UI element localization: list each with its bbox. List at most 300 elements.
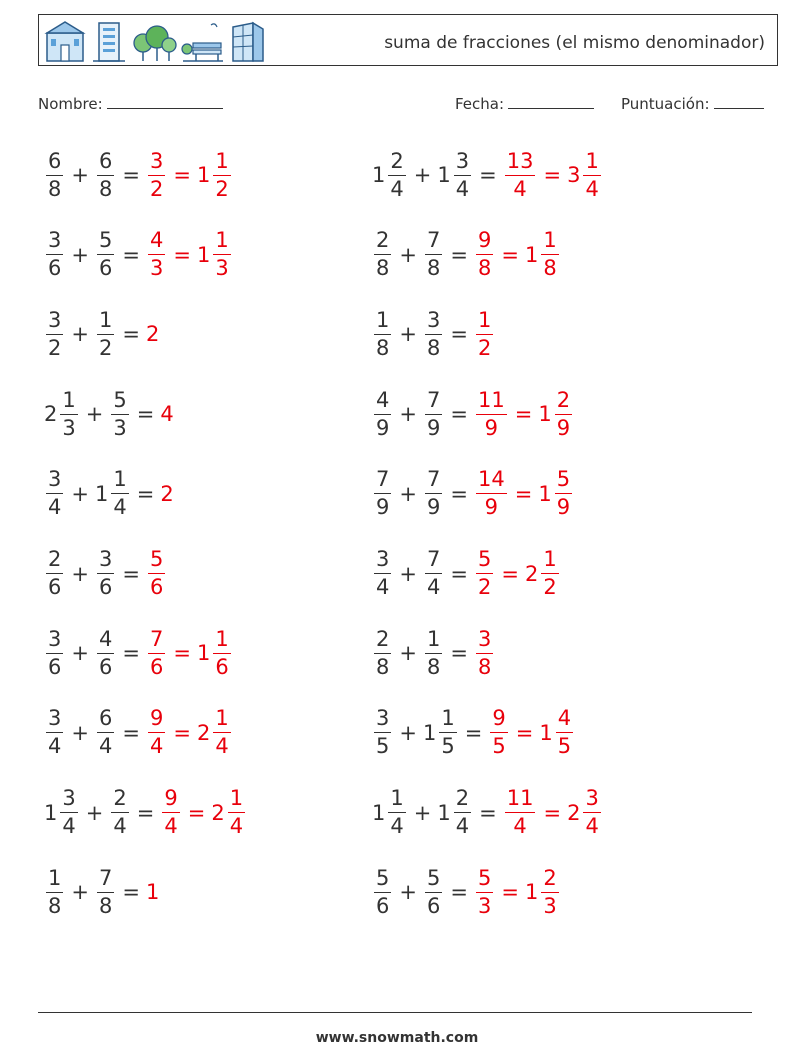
denominator: 6 (98, 575, 113, 599)
fraction-stack (425, 307, 442, 360)
fraction (372, 708, 393, 757)
whole-number: 2 (196, 720, 211, 745)
numerator: 2 (390, 148, 404, 173)
denominator: 2 (477, 335, 492, 360)
fraction-stack (228, 788, 245, 837)
fraction-stack (425, 626, 442, 679)
fraction-stack (97, 230, 114, 279)
fraction-stack (374, 230, 391, 279)
denominator: 2 (477, 575, 492, 599)
plus-sign: + (71, 322, 89, 347)
whole-number: 1 (437, 800, 451, 825)
fraction (423, 549, 444, 598)
numerator: 4 (149, 228, 164, 253)
denominator: 3 (149, 256, 164, 281)
fraction (437, 148, 473, 201)
fraction-stack (388, 148, 405, 201)
denominator: 4 (390, 814, 404, 839)
fraction-stack (454, 148, 471, 201)
equals-sign: = (450, 561, 468, 586)
fraction (44, 708, 65, 757)
denominator: 9 (484, 415, 499, 440)
denominator: 8 (376, 335, 390, 360)
numerator: 1 (390, 786, 404, 811)
denominator: 8 (98, 176, 113, 201)
numerator: 2 (376, 626, 390, 651)
problem-item (44, 618, 233, 688)
fraction-stack (213, 626, 230, 679)
numerator: 1 (543, 228, 557, 253)
equals-sign: = (479, 163, 497, 187)
fraction (372, 788, 408, 837)
whole-number: 1 (196, 641, 211, 666)
numerator: 1 (62, 387, 76, 412)
fraction (95, 307, 116, 360)
whole-number: 1 (372, 163, 386, 187)
denominator: 6 (48, 256, 62, 281)
fraction-stack (374, 387, 391, 440)
fraction (44, 788, 80, 837)
fraction-stack (213, 708, 230, 757)
fraction (44, 307, 65, 360)
answer-whole: 2 (145, 322, 160, 347)
problem-item (372, 539, 561, 609)
answer-fraction (146, 230, 167, 279)
fraction-stack (46, 865, 63, 918)
fraction (109, 788, 130, 837)
fraction-stack (374, 549, 391, 598)
fraction-stack (46, 148, 63, 201)
whole-number: 1 (538, 402, 552, 427)
denominator: 8 (376, 256, 390, 281)
numerator: 2 (556, 387, 571, 412)
numerator: 6 (98, 148, 113, 173)
plus-sign: + (71, 720, 89, 745)
problem-item (44, 379, 174, 449)
denominator: 9 (426, 415, 441, 440)
answer-fraction (503, 148, 538, 201)
fraction (372, 387, 393, 440)
answer-fraction (146, 708, 167, 757)
fraction-stack (476, 549, 493, 598)
problem-item (44, 459, 174, 529)
problem-item (372, 140, 603, 210)
plus-sign: + (399, 720, 417, 745)
denominator: 4 (455, 814, 470, 839)
park-trees-icon (131, 19, 177, 63)
numerator: 3 (376, 706, 390, 731)
answer-fraction (538, 387, 574, 440)
name-blank[interactable] (107, 94, 223, 109)
equals-sign: = (173, 641, 191, 666)
whole-number: 1 (539, 720, 553, 745)
numerator: 1 (426, 626, 441, 651)
equals-sign: = (173, 163, 191, 187)
equals-sign: = (543, 800, 562, 825)
numerator: 1 (215, 148, 229, 173)
problem-item (372, 698, 575, 768)
answer-fraction (474, 307, 495, 360)
fraction-stack (476, 865, 493, 918)
fraction-stack (60, 387, 77, 440)
name-field (38, 94, 223, 113)
fraction (423, 307, 444, 360)
problem-item (372, 299, 495, 369)
fraction-stack (556, 708, 573, 757)
fraction-stack (148, 148, 165, 201)
equals-sign: = (515, 720, 534, 745)
denominator: 2 (543, 575, 557, 599)
numerator: 1 (376, 307, 390, 332)
fraction (95, 626, 116, 679)
answer-fraction (567, 148, 603, 201)
denominator: 8 (48, 893, 62, 918)
answer-fraction (503, 788, 538, 837)
fraction-stack (97, 307, 114, 360)
numerator: 1 (113, 467, 127, 492)
equals-sign: = (122, 880, 140, 905)
fraction-stack (148, 708, 165, 757)
fraction (95, 230, 116, 279)
fraction-stack (162, 788, 179, 837)
fraction-stack (111, 387, 128, 440)
numerator: 3 (62, 786, 76, 811)
numerator: 3 (48, 706, 62, 731)
fraction-stack (97, 708, 114, 757)
problem-item (44, 857, 159, 927)
problem-item (44, 778, 247, 848)
denominator: 4 (513, 814, 527, 839)
denominator: 6 (215, 654, 229, 679)
whole-number: 1 (372, 800, 386, 825)
equals-sign: = (514, 402, 533, 427)
numerator: 9 (492, 706, 506, 731)
park-bench-icon (181, 19, 225, 63)
footer-divider (38, 1012, 752, 1013)
numerator: 1 (441, 706, 455, 731)
numerator: 1 (215, 626, 229, 651)
equals-sign: = (122, 163, 140, 187)
numerator: 5 (376, 865, 390, 890)
denominator: 4 (48, 734, 62, 759)
denominator: 8 (543, 256, 557, 281)
denominator: 4 (229, 814, 244, 839)
problem-item (44, 140, 233, 210)
denominator: 4 (113, 495, 127, 520)
fraction-stack (111, 469, 128, 518)
whole-number: 1 (422, 720, 437, 745)
equals-sign: = (136, 800, 155, 825)
numerator: 1 (98, 307, 113, 332)
fraction-stack (148, 549, 165, 598)
fraction-stack (97, 148, 114, 201)
whole-number: 2 (211, 800, 225, 825)
date-blank[interactable] (508, 94, 594, 109)
equals-sign: = (122, 720, 140, 745)
numerator: 2 (376, 228, 390, 253)
denominator: 6 (149, 575, 164, 599)
glass-building-icon (229, 19, 267, 63)
fraction-stack (476, 469, 507, 518)
numerator: 2 (48, 547, 62, 571)
numerator: 5 (477, 547, 492, 571)
date-label: Fecha: (455, 95, 505, 113)
whole-number: 2 (524, 561, 539, 586)
denominator: 8 (426, 335, 441, 360)
denominator: 6 (376, 893, 390, 918)
numerator: 7 (426, 467, 441, 492)
fraction-stack (476, 626, 493, 679)
problem-item (372, 220, 561, 290)
fraction (95, 148, 116, 201)
denominator: 8 (477, 654, 492, 679)
fraction-stack (476, 230, 493, 279)
denominator: 3 (215, 256, 229, 281)
equals-sign: = (122, 322, 140, 347)
numerator: 7 (98, 865, 113, 890)
equals-sign: = (122, 641, 140, 666)
equals-sign: = (173, 242, 191, 267)
whole-number: 1 (538, 481, 552, 506)
answer-fraction (488, 708, 509, 757)
answer-fraction (146, 626, 167, 679)
fraction (44, 230, 65, 279)
numerator: 1 (215, 706, 229, 731)
numerator: 5 (113, 387, 127, 412)
numerator: 7 (376, 467, 390, 492)
fraction-stack (46, 549, 63, 598)
denominator: 2 (149, 176, 164, 201)
denominator: 8 (426, 654, 441, 679)
numerator: 2 (113, 786, 127, 811)
problem-item (372, 379, 574, 449)
plus-sign: + (399, 880, 417, 905)
fraction-stack (46, 307, 63, 360)
denominator: 6 (98, 256, 113, 281)
fraction (372, 148, 408, 201)
equals-sign: = (501, 880, 519, 905)
fraction-stack (476, 307, 493, 360)
denominator: 8 (98, 893, 113, 918)
equals-sign: = (501, 561, 519, 586)
fraction-stack (583, 788, 600, 837)
denominator: 4 (455, 176, 470, 201)
plus-sign: + (71, 163, 89, 187)
fraction (423, 626, 444, 679)
numerator: 3 (376, 547, 390, 571)
fraction-stack (425, 230, 442, 279)
plus-sign: + (71, 561, 89, 586)
answer-fraction (160, 788, 181, 837)
denominator: 4 (426, 575, 441, 599)
score-field (621, 94, 764, 113)
whole-number: 1 (196, 163, 211, 187)
whole-number: 2 (44, 402, 58, 427)
denominator: 4 (585, 814, 599, 839)
denominator: 6 (98, 654, 113, 679)
answer-fraction (567, 788, 603, 837)
score-blank[interactable] (714, 94, 764, 109)
problem-item (372, 778, 603, 848)
numerator: 9 (164, 786, 178, 811)
plus-sign: + (399, 641, 417, 666)
fraction (423, 469, 444, 518)
denominator: 3 (113, 415, 127, 440)
denominator: 3 (62, 415, 76, 440)
equals-sign: = (122, 242, 140, 267)
answer-fraction (211, 788, 247, 837)
whole-number: 2 (567, 800, 581, 825)
whole-number: 1 (524, 242, 539, 267)
numerator: 4 (98, 626, 113, 651)
numerator: 1 (215, 228, 229, 253)
fraction-stack (46, 708, 63, 757)
denominator: 9 (556, 495, 571, 520)
problem-item (372, 857, 561, 927)
denominator: 6 (48, 654, 62, 679)
equals-sign: = (514, 481, 533, 506)
fraction-stack (213, 148, 230, 201)
numerator: 2 (543, 865, 557, 890)
numerator: 1 (543, 547, 557, 571)
plus-sign: + (399, 402, 417, 427)
answer-fraction (474, 626, 495, 679)
numerator: 1 (477, 307, 492, 332)
fraction (44, 387, 80, 440)
denominator: 5 (441, 734, 455, 759)
plus-sign: + (413, 163, 432, 187)
numerator: 1 (229, 786, 244, 811)
equals-sign: = (450, 481, 468, 506)
denominator: 9 (484, 495, 499, 520)
fraction-stack (476, 387, 507, 440)
numerator: 6 (48, 148, 62, 173)
equals-sign: = (136, 402, 155, 427)
worksheet-title: suma de fracciones (el mismo denominador) (384, 33, 765, 53)
equals-sign: = (479, 800, 497, 825)
denominator: 4 (376, 575, 390, 599)
equals-sign: = (136, 481, 155, 506)
answer-fraction (146, 549, 167, 598)
fraction-stack (505, 148, 536, 201)
fraction (372, 307, 393, 360)
answer-fraction (474, 549, 495, 598)
plus-sign: + (399, 322, 417, 347)
fraction-stack (60, 788, 77, 837)
denominator: 4 (390, 176, 404, 201)
equals-sign: = (543, 163, 562, 187)
whole-number: 1 (524, 880, 539, 905)
fraction (423, 387, 444, 440)
denominator: 5 (557, 734, 572, 759)
numerator: 3 (455, 148, 470, 173)
numerator: 6 (98, 706, 113, 731)
denominator: 8 (477, 256, 492, 281)
denominator: 2 (98, 335, 113, 360)
denominator: 3 (477, 893, 492, 918)
numerator: 9 (477, 228, 492, 253)
equals-sign: = (450, 402, 468, 427)
denominator: 6 (48, 575, 62, 599)
equals-sign: = (501, 242, 519, 267)
answer-fraction (474, 230, 495, 279)
equals-sign: = (450, 880, 468, 905)
denominator: 5 (376, 734, 390, 759)
fraction-stack (374, 865, 391, 918)
denominator: 5 (492, 734, 506, 759)
fraction (372, 230, 393, 279)
office-building-icon (91, 19, 127, 63)
whole-number: 1 (94, 481, 109, 506)
fraction (44, 865, 65, 918)
answer-fraction (524, 865, 561, 918)
header-box (38, 14, 778, 66)
denominator: 9 (426, 495, 441, 520)
numerator: 7 (149, 626, 164, 651)
denominator: 4 (113, 814, 127, 839)
fraction-stack (541, 549, 558, 598)
fraction (95, 865, 116, 918)
fraction (372, 626, 393, 679)
whole-number: 1 (196, 242, 211, 267)
numerator: 3 (477, 626, 492, 651)
equals-sign: = (450, 242, 468, 267)
numerator: 3 (48, 307, 62, 332)
answer-fraction (538, 469, 574, 518)
fraction (44, 148, 65, 201)
plus-sign: + (71, 641, 89, 666)
whole-number: 1 (44, 800, 58, 825)
fraction-stack (374, 469, 391, 518)
name-label: Nombre: (38, 95, 103, 113)
footer-url: www.snowmath.com (315, 1030, 479, 1046)
fraction-stack (425, 549, 442, 598)
numerator: 7 (426, 387, 441, 412)
fraction-stack (46, 230, 63, 279)
numerator: 5 (556, 467, 571, 492)
fraction-stack (505, 788, 536, 837)
numerator: 5 (477, 865, 492, 890)
fraction (44, 469, 65, 518)
fraction (372, 469, 393, 518)
numerator: 3 (48, 467, 62, 492)
fraction (95, 549, 116, 598)
fraction (372, 865, 393, 918)
numerator: 3 (585, 786, 599, 811)
fraction-stack (425, 387, 442, 440)
score-label: Puntuación: (621, 95, 710, 113)
whole-number: 1 (437, 163, 451, 187)
fraction (423, 865, 444, 918)
answer-fraction (474, 469, 509, 518)
denominator: 4 (513, 176, 527, 201)
answer-whole: 4 (160, 402, 174, 427)
plus-sign: + (413, 800, 432, 825)
denominator: 8 (426, 256, 441, 281)
denominator: 4 (215, 734, 229, 759)
fraction (44, 626, 65, 679)
fraction-stack (490, 708, 507, 757)
answer-fraction (539, 708, 575, 757)
plus-sign: + (399, 481, 417, 506)
answer-fraction (197, 230, 233, 279)
numerator: 11 (506, 786, 534, 811)
fraction-stack (97, 865, 114, 918)
fraction-stack (439, 708, 456, 757)
numerator: 11 (477, 387, 505, 412)
denominator: 4 (164, 814, 178, 839)
answer-fraction (196, 626, 233, 679)
